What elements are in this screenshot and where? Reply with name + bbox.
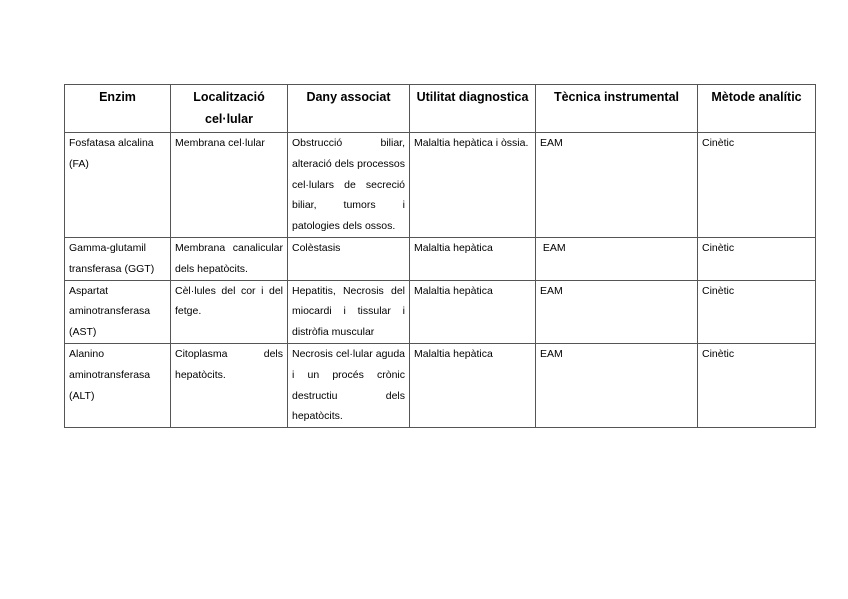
cell-enzim: Fosfatasa alcalina (FA)	[65, 133, 171, 238]
cell-dany: Colèstasis	[288, 237, 410, 280]
cell-enzim: Aspartat aminotransferasa (AST)	[65, 280, 171, 343]
cell-tecnica: EAM	[536, 343, 698, 427]
cell-enzim: Alanino aminotransferasa (ALT)	[65, 343, 171, 427]
enzyme-table	[64, 84, 816, 428]
cell-dany: Hepatitis, Necrosis del miocardi i tissular i distròfia muscular	[288, 280, 410, 343]
header-dany: Dany associat	[288, 85, 410, 133]
cell-localitzacio: Cèl·lules del cor i del fetge.	[171, 280, 288, 343]
header-metode: Mètode analític	[698, 85, 816, 133]
table-row	[65, 133, 816, 238]
cell-metode: Cinètic	[698, 280, 816, 343]
table-body	[65, 133, 816, 428]
table-row	[65, 237, 816, 280]
header-row	[65, 85, 816, 133]
cell-metode: Cinètic	[698, 237, 816, 280]
header-utilitat: Utilitat diagnostica	[410, 85, 536, 133]
cell-tecnica: EAM	[536, 237, 698, 280]
cell-metode: Cinètic	[698, 133, 816, 238]
cell-dany: Obstrucció biliar, alteració dels processos cel·lulars de secreció biliar, tumors i patologies dels ossos.	[288, 133, 410, 238]
table-row	[65, 343, 816, 427]
cell-utilitat: Malaltia hepàtica i òssia.	[410, 133, 536, 238]
cell-localitzacio: Membrana cel·lular	[171, 133, 288, 238]
cell-metode: Cinètic	[698, 343, 816, 427]
header-enzim: Enzim	[65, 85, 171, 133]
header-localitzacio: Localització cel·lular	[171, 85, 288, 133]
cell-localitzacio: Citoplasma dels hepatòcits.	[171, 343, 288, 427]
cell-tecnica: EAM	[536, 133, 698, 238]
cell-dany: Necrosis cel·lular aguda i un procés crònic destructiu dels hepatòcits.	[288, 343, 410, 427]
header-tecnica: Tècnica instrumental	[536, 85, 698, 133]
table-header	[65, 85, 816, 133]
cell-localitzacio: Membrana canalicular dels hepatòcits.	[171, 237, 288, 280]
cell-utilitat: Malaltia hepàtica	[410, 280, 536, 343]
cell-utilitat: Malaltia hepàtica	[410, 237, 536, 280]
table-row	[65, 280, 816, 343]
cell-tecnica: EAM	[536, 280, 698, 343]
cell-utilitat: Malaltia hepàtica	[410, 343, 536, 427]
cell-enzim: Gamma-glutamil transferasa (GGT)	[65, 237, 171, 280]
